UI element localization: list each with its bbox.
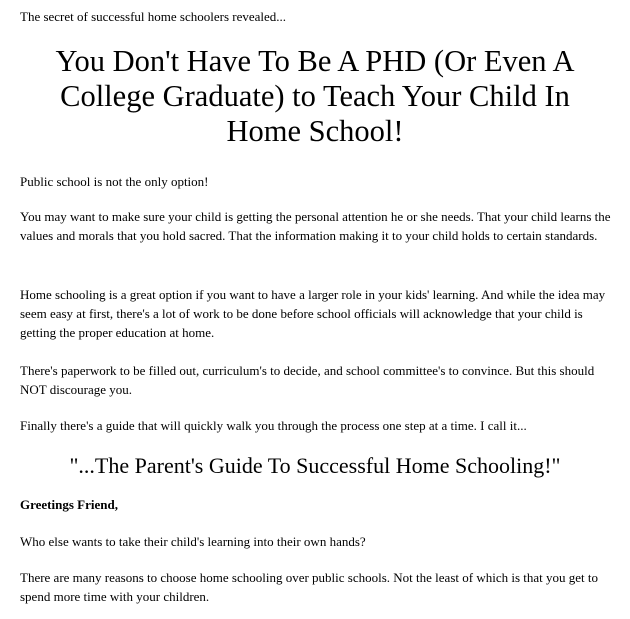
reasons-paragraph: There are many reasons to choose home schooling over public schools. Not the least of which is that you get to spend more time with your children. <box>20 570 598 604</box>
home-schooling-paragraph: Home schooling is a great option if you want to have a larger role in your kids' learning. And while the idea may seem easy at first, there's a lot of work to be done before school officials will acknowledge that your child is getting the proper education at home. <box>20 287 606 340</box>
product-title: "...The Parent's Guide To Successful Home Schooling!" <box>69 453 561 478</box>
greeting-text: Greetings Friend, <box>20 497 118 512</box>
teaser-text: The secret of successful home schoolers revealed... <box>20 9 287 24</box>
attention-paragraph: You may want to make sure your child is getting the personal attention he or she needs. That your child learns the values and morals that you hold sacred. That the information making it to your child holds to certain standards. <box>20 209 611 243</box>
paperwork-paragraph: There's paperwork to be filled out, curriculum's to decide, and school committee's to convince. But this should NOT discourage you. <box>20 363 595 397</box>
guide-paragraph: Finally there's a guide that will quickly walk you through the process one step at a time. I call it... <box>20 418 527 433</box>
intro-paragraph: Public school is not the only option! <box>20 174 209 189</box>
question-paragraph: Who else wants to take their child's learning into their own hands? <box>20 534 366 549</box>
main-headline: You Don't Have To Be A PHD (Or Even A College Graduate) to Teach Your Child In Home School! <box>55 44 575 148</box>
